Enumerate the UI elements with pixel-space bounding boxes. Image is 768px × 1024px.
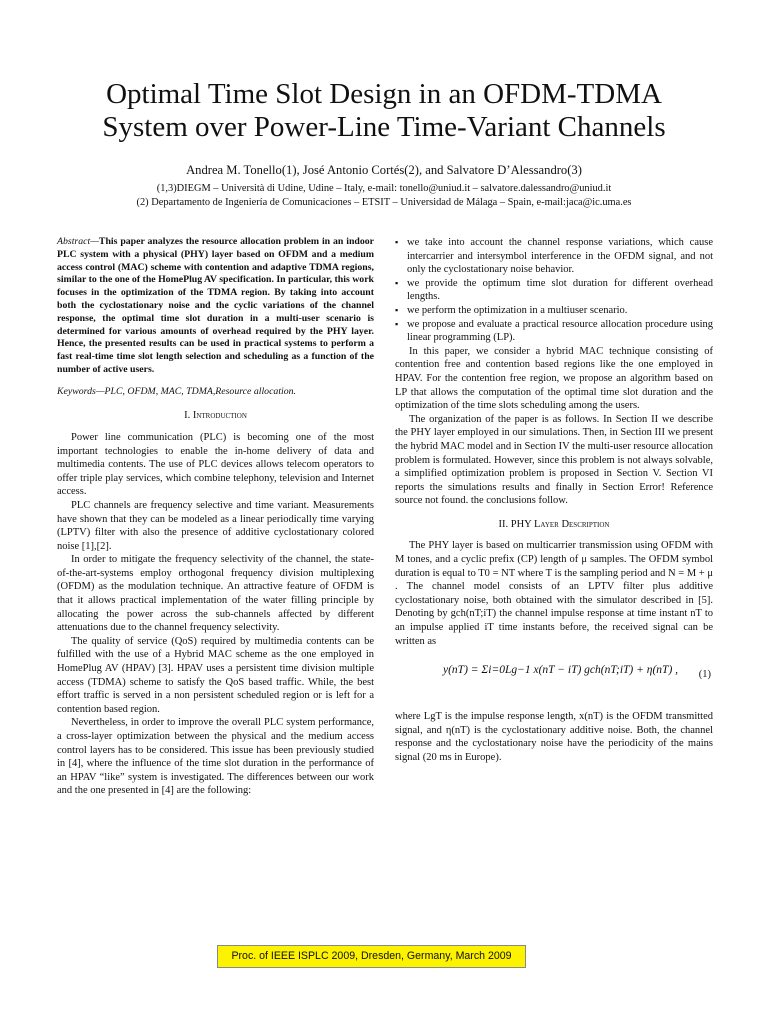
phy-paragraph: where LgT is the impulse response length, x(nT) is the OFDM transmitted signal, and η(nT) is the cyclostationary additive noise. Both, the channel response and the cyclostationary noise have the periodicity of the mains signal (20 ms in Europe). [395,711,713,763]
body-paragraph: In this paper, we consider a hybrid MAC technique consisting of contention free and contention based regions like the one employed in HPAV. For the contention free region, we propose an algorithm based on LP that allows the computation of the optimal time slot duration and the optimization of the time slots scheduling among the users. [395,345,713,412]
bullet-icon: ▪ [395,304,399,315]
intro-paragraph: In order to mitigate the frequency selectivity of the channel, the state-of-the-art-systems employ orthogonal frequency division multiplexing (OFDM) as the modulation technique. An attractive feature of OFDM is that it allows practical implementation of the water filling principle by allocating the power across the sub-channels affected by different attenuations due to the channel frequency selectivity. [57,554,374,634]
section-heading-introduction: I. Introduction [184,410,247,422]
right-column [395,236,713,765]
phy-paragraph: The PHY layer is based on multicarrier transmission using OFDM with M tones, and a cyclic prefix (CP) length of μ samples. The OFDM symbol duration is equal to T0 = NT where T is the sampling period and N = M + μ . The channel model consists of an LPTV filter plus additive cyclostationary noise, both obtained with the simulator described in [5]. Denoting by gch(nT;iT) the channel impulse response at time instant nT to an impulse applied iT time instants before, the received signal can be written as [395,540,713,647]
left-column [57,236,374,798]
intro-paragraph: Power line communication (PLC) is becoming one of the most important technologies to enable the in-home delivery of data and multimedia contents. The use of PLC devices allows telecom operators to offer triple play services, which combine telephony, television and Internet access. [57,431,374,498]
equation-1 [395,654,713,706]
abstract-label: Abstract— [57,236,99,247]
bullet-icon: ▪ [395,277,399,288]
affiliation-2: (2) Departamento de Ingeniería de Comunicaciones – ETSIT – Universidad de Málaga – Spain, e-mail:jaca@ic.uma.es [136,197,632,208]
bullet-item: ▪ we propose and evaluate a practical resource allocation procedure using linear programming (LP). [395,318,713,344]
abstract-text: This paper analyzes the resource allocation problem in an indoor PLC system with a physical (PHY) layer based on OFDM and a medium access control (MAC) scheme with contention and adaptive TDMA regions, similar to the one of the HomePlug AV specification. In particular, this work focuses in the optimization of the TDMA region. By taking into account both the cyclostationary noise and the cyclic variations of the channel response, the optimal time slot duration in a multi-user scenario is determined for various amounts of overhead required by the PHY layer. Hence, the presented results can be used in practical systems to perform a fast real-time time slot length selection and scheduling as a function of the number of active users. [57,236,374,375]
authors: Andrea M. Tonello(1), José Antonio Cortés(2), and Salvatore D’Alessandro(3) [186,163,582,177]
equation-formula: y(nT) = Σi=0Lg−1 x(nT − iT) gch(nT;iT) + η(nT) , [443,664,679,677]
body-paragraph: The organization of the paper is as follows. In Section II we describe the PHY layer employed in our simulations. Then, in Section III we present the hybrid MAC model and in Section IV the multi-user resource allocation problem is formulated. However, since this problem is not always solvable, a simplified optimization problem is proposed in Section V. Section VI reports the simulations results and finally in Section Error! Reference source not found. the conclusions follow. [395,413,713,507]
abstract [57,236,374,377]
keywords: Keywords—PLC, OFDM, MAC, TDMA,Resource allocation. [57,385,297,397]
conference-footer: Proc. of IEEE ISPLC 2009, Dresden, Germany, March 2009 [217,945,526,968]
intro-paragraph: The quality of service (QoS) required by multimedia contents can be fulfilled with the use of a Hybrid MAC scheme as the one employed in HomePlug AV (HPAV) [3]. HPAV uses a persistent time division multiple access (TDMA) scheme to satisfy the QoS based traffic. While, the best effort traffic is served in a non persistent scheduled region or is left for a contention based region. [57,635,374,715]
affiliation-1: (1,3)DIEGM – Università di Udine, Udine – Italy, e-mail: tonello@uniud.it – salvatore.dalessandro@uniud.it [156,183,612,194]
paper-title-line2: System over Power-Line Time-Variant Channels [102,111,666,143]
section-heading-phy: II. PHY Layer Description [498,518,610,530]
bullet-icon: ▪ [395,237,399,247]
bullet-item: ▪ we provide the optimum time slot duration for different overhead lengths. [395,277,713,303]
bullet-item: ▪ we take into account the channel response variations, which cause intercarrier and intersymbol interference in the OFDM signal, and not only the cyclostationary noise behavior. [395,237,713,276]
equation-label: (1) [698,669,711,681]
bullet-icon: ▪ [395,318,399,329]
paper-title-line1: Optimal Time Slot Design in an OFDM-TDMA [106,78,662,110]
intro-paragraph: Nevertheless, in order to improve the overall PLC system performance, a cross-layer optimization between the physical and the medium access control layers has to be considered. This issue has been previously studied in [4], where the influence of the time slot duration in the performance of an HPAV “like” system is investigated. The differences between our work and the one presented in [4] are the following: [57,717,374,797]
intro-paragraph: PLC channels are frequency selective and time variant. Measurements have shown that they can be modeled as a linear periodically time varying (LPTV) filter with also the presence of additive cyclostationary colored noise [1],[2]. [57,499,374,552]
bullet-item: ▪ we perform the optimization in a multiuser scenario. [395,304,628,316]
